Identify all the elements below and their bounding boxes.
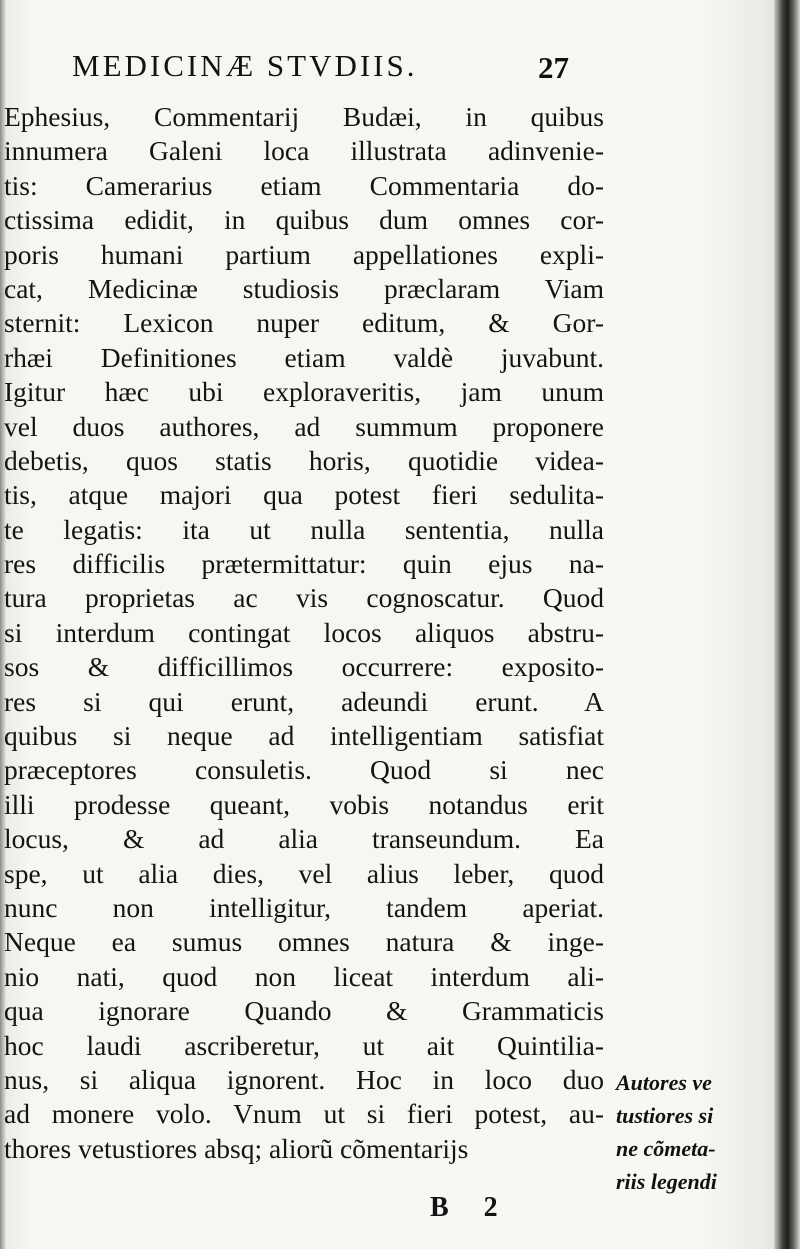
text-line: Igitur hæc ubi exploraveritis, jam unum <box>4 376 604 408</box>
text-line: Neque ea sumus omnes natura & inge- <box>4 926 604 958</box>
margin-note <box>616 1066 776 1198</box>
margin-note-line: ne cõmeta- <box>616 1136 716 1161</box>
book-gutter-edge <box>774 0 800 1249</box>
text-line: locus, & ad alia transeundum. Ea <box>4 823 604 855</box>
text-line: rhæi Definitiones etiam valdè juvabunt. <box>4 341 604 373</box>
text-line: nus, si aliqua ignorent. Hoc in loco duo <box>4 1063 604 1095</box>
body-text <box>4 100 604 1166</box>
text-line: tis, atque majori qua potest fieri sedulita- <box>4 479 604 511</box>
text-line: quibus si neque ad intelligentiam satisfiat <box>4 720 604 752</box>
text-line: res si qui erunt, adeundi erunt. A <box>4 685 604 717</box>
text-line: cat, Medicinæ studiosis præclaram Viam <box>4 272 604 304</box>
margin-note-line: riis legendi <box>616 1169 717 1194</box>
running-head: MEDICINÆ STVDIIS. <box>72 48 418 83</box>
text-line: illi prodesse queant, vobis notandus erit <box>4 788 604 820</box>
text-line: innumera Galeni loca illustrata adinvenie- <box>4 135 604 167</box>
margin-note-line: tustiores si <box>616 1103 714 1128</box>
text-line: Ephesius, Commentarij Budæi, in quibus <box>4 101 604 132</box>
margin-note-line: Autores ve <box>616 1070 712 1095</box>
text-line: debetis, quos statis horis, quotidie videa- <box>4 444 604 476</box>
text-line: si interdum contingat locos aliquos abstru- <box>4 616 604 648</box>
text-line: res difficilis prætermittatur: quin ejus na- <box>4 548 604 580</box>
text-line: vel duos authores, ad summum proponere <box>4 410 604 442</box>
text-line: hoc laudi ascriberetur, ut ait Quintilia- <box>4 1029 604 1061</box>
text-line: tura proprietas ac vis cognoscatur. Quod <box>4 582 604 614</box>
text-line: ad monere volo. Vnum ut si fieri potest, au- <box>4 1098 604 1130</box>
page-number: 27 <box>538 50 569 85</box>
text-line: præceptores consuletis. Quod si nec <box>4 754 604 786</box>
text-line: qua ignorare Quando & Grammaticis <box>4 995 604 1027</box>
text-line: nunc non intelligitur, tandem aperiat. <box>4 891 604 923</box>
text-line: ctissima edidit, in quibus dum omnes cor- <box>4 204 604 236</box>
text-line: poris humani partium appellationes expli- <box>4 238 604 270</box>
text-line: thores vetustiores absq; aliorũ cõmentarijs <box>4 1132 469 1164</box>
text-line: nio nati, quod non liceat interdum ali- <box>4 960 604 992</box>
text-line: sos & difficillimos occurrere: exposito- <box>4 651 604 683</box>
text-line: sternit: Lexicon nuper editum, & Gor- <box>4 307 604 339</box>
signature-mark: B 2 <box>430 1192 512 1223</box>
text-line: tis: Camerarius etiam Commentaria do- <box>4 169 604 201</box>
text-line: spe, ut alia dies, vel alius leber, quod <box>4 857 604 889</box>
text-line: te legatis: ita ut nulla sententia, nulla <box>4 513 604 545</box>
